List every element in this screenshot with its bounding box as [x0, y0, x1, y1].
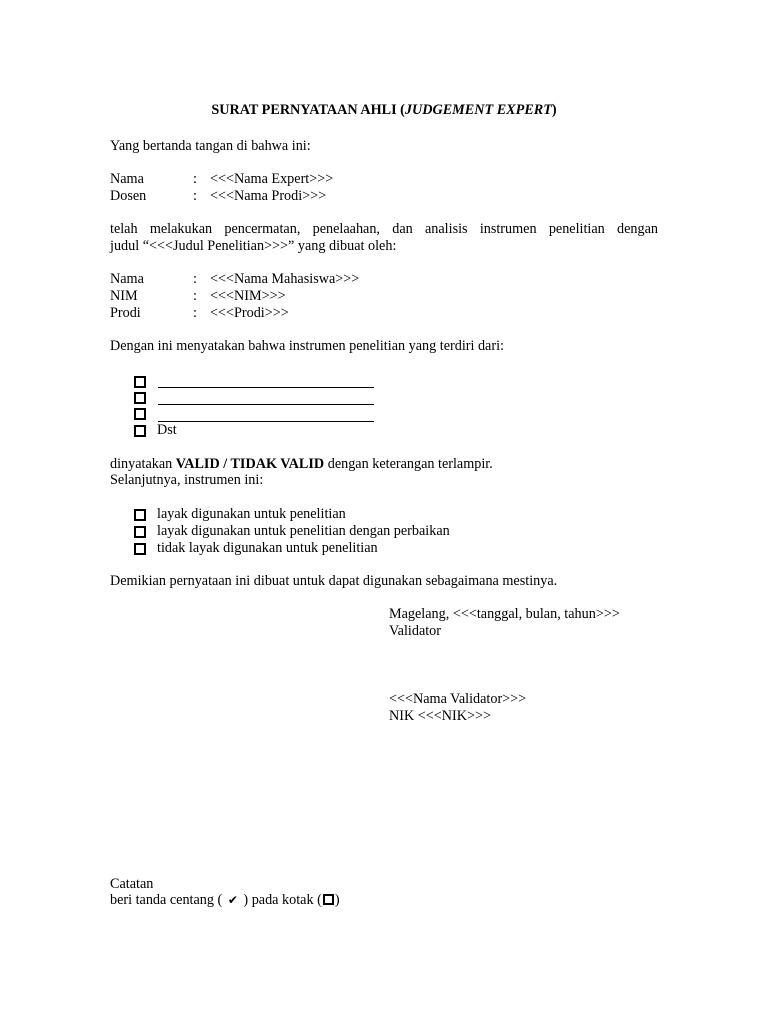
instrument-blank-line-2 — [158, 404, 374, 405]
option-checkbox-1[interactable] — [134, 509, 146, 521]
student-prodi-label: Prodi — [110, 305, 141, 321]
student-nim-value: <<<NIM>>> — [210, 288, 286, 304]
student-nim-label: NIM — [110, 288, 138, 304]
signature-role: Validator — [389, 623, 442, 639]
student-name-value: <<<Nama Mahasiswa>>> — [210, 271, 360, 287]
student-name-colon: : — [193, 271, 197, 287]
instrument-item-dst: Dst — [157, 422, 177, 438]
expert-dosen-value: <<<Nama Prodi>>> — [210, 188, 327, 204]
instrument-checkbox-4[interactable] — [134, 425, 146, 437]
next-line: Selanjutnya, instrumen ini: — [110, 472, 264, 488]
option-checkbox-3[interactable] — [134, 543, 146, 555]
expert-dosen-colon: : — [193, 188, 197, 204]
note-heading: Catatan — [110, 876, 154, 892]
student-nim-colon: : — [193, 288, 197, 304]
note-text: beri tanda centang ( ✔ ) pada kotak ( ) — [110, 892, 340, 908]
instrument-checkbox-3[interactable] — [134, 408, 146, 420]
expert-name-value: <<<Nama Expert>>> — [210, 171, 334, 187]
closing-text: Demikian pernyataan ini dibuat untuk dapat digunakan sebagaimana mestinya. — [110, 573, 558, 589]
intro-text: Yang bertanda tangan di bahwa ini: — [110, 138, 311, 154]
signature-nik: NIK <<<NIK>>> — [389, 708, 491, 724]
signature-name: <<<Nama Validator>>> — [389, 691, 527, 707]
expert-dosen-label: Dosen — [110, 188, 147, 204]
student-prodi-colon: : — [193, 305, 197, 321]
checkmark-icon: ✔ — [227, 893, 238, 907]
statement-line-2: judul “<<<Judul Penelitian>>>” yang dibuat oleh: — [110, 238, 397, 254]
instrument-blank-line-3 — [158, 421, 374, 422]
declared-line: dinyatakan VALID / TIDAK VALID dengan keterangan terlampir. — [110, 456, 493, 472]
instrument-checkbox-2[interactable] — [134, 392, 146, 404]
expert-name-colon: : — [193, 171, 197, 187]
student-prodi-value: <<<Prodi>>> — [210, 305, 289, 321]
option-label-1: layak digunakan untuk penelitian — [157, 506, 346, 522]
statement-line-1: telah melakukan pencermatan, penelaahan, dan analisis instrumen penelitian dengan — [110, 221, 658, 237]
instrument-checkbox-1[interactable] — [134, 376, 146, 388]
expert-name-label: Nama — [110, 171, 144, 187]
document-title: SURAT PERNYATAAN AHLI (JUDGEMENT EXPERT) — [211, 102, 557, 118]
instrument-intro: Dengan ini menyatakan bahwa instrumen penelitian yang terdiri dari: — [110, 338, 504, 354]
option-checkbox-2[interactable] — [134, 526, 146, 538]
option-label-2: layak digunakan untuk penelitian dengan perbaikan — [157, 523, 450, 539]
signature-place-date: Magelang, <<<tanggal, bulan, tahun>>> — [389, 606, 620, 622]
checkbox-icon — [323, 894, 334, 905]
student-name-label: Nama — [110, 271, 144, 287]
option-label-3: tidak layak digunakan untuk penelitian — [157, 540, 378, 556]
instrument-blank-line-1 — [158, 387, 374, 388]
